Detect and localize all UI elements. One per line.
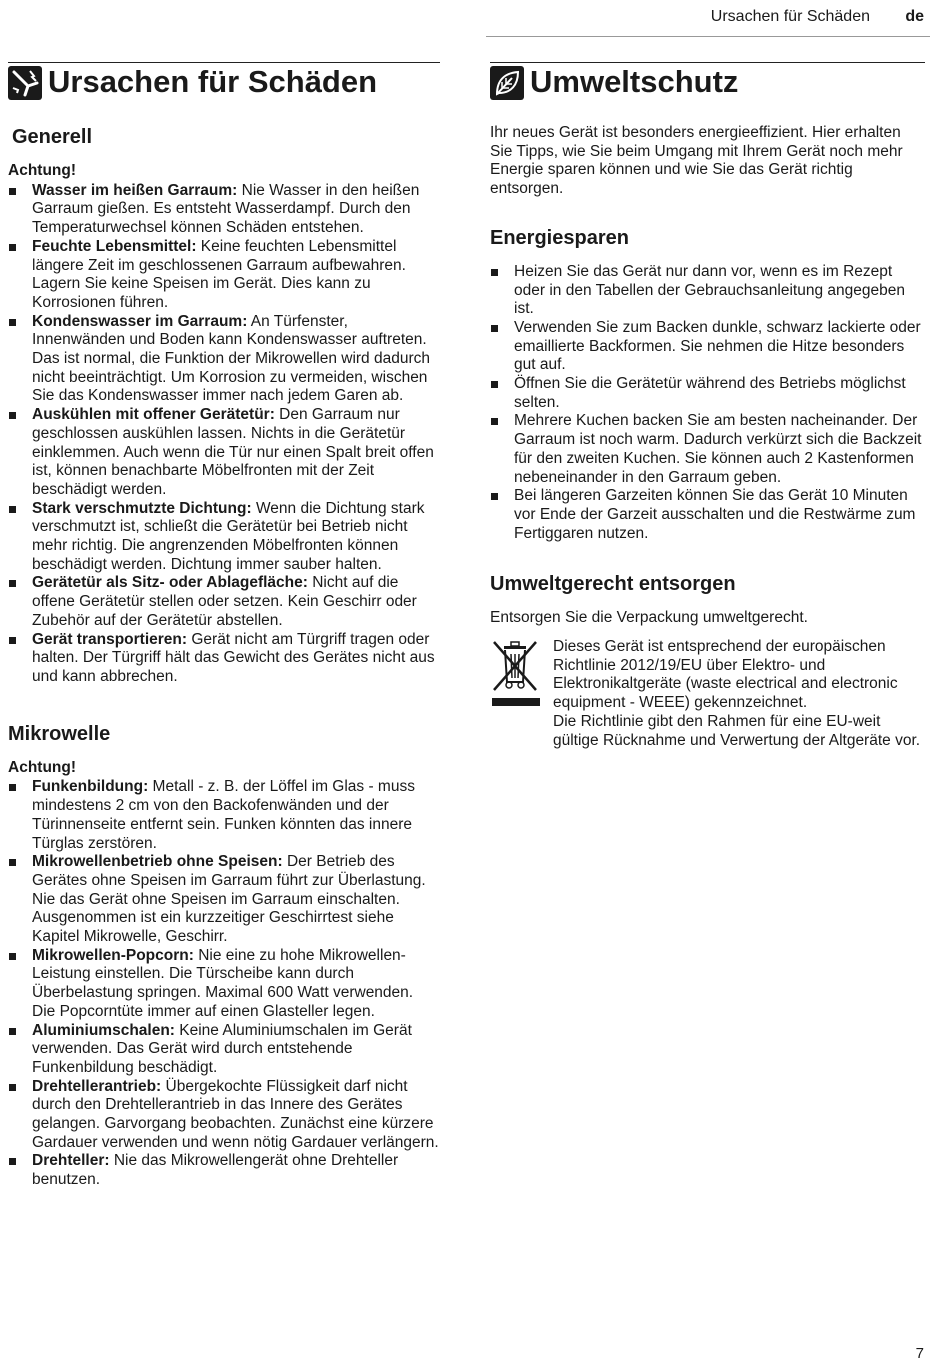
header-language-code: de xyxy=(905,8,924,25)
weee-paragraph-2: Die Richtlinie gibt den Rahmen für eine EU-weit gültige Rücknahme und Verwertung der Altgeräte vor. xyxy=(553,712,921,749)
list-item xyxy=(8,1078,440,1153)
item-lead: Gerät transportieren: xyxy=(32,630,188,648)
list-item xyxy=(490,375,925,412)
item-text: Öffnen Sie die Gerätetür während des Betriebs möglichst selten. xyxy=(514,375,906,411)
item-text: Mehrere Kuchen backen Sie am besten nacheinander. Der Garraum ist noch warm. Dadurch verkürzt sich die Backzeit für den zweiten Kuchen. Sie können auch 2 Kastenformen nebeneinander in den Garraum geben. xyxy=(514,412,922,486)
item-text: Übergekochte Flüssigkeit darf nicht durch den Drehtellerantrieb in das Innere des Gerätes gelangen. Garvorgang beobachten. Zunächst eine kürzere Gardauer verwenden und wenn nötig Gardauer verlängern. xyxy=(32,1077,439,1151)
item-lead: Funkenbildung: xyxy=(32,778,149,796)
item-text: Wenn die Dichtung stark verschmutzt ist, schließt die Gerätetür bei Betrieb nicht mehr richtig. Die angrenzenden Möbelfronten können beschädigt werden. Dichtung immer sauber halten. xyxy=(32,499,425,573)
subheading-entsorgen: Umweltgerecht entsorgen xyxy=(490,573,736,596)
list-item xyxy=(8,631,440,687)
environment-intro: Ihr neues Gerät ist besonders energieeffizient. Hier erhalten Sie Tipps, wie Sie beim Umgang mit Ihrem Gerät noch mehr Energie sparen können und wie Sie das Gerät richtig entsorgen. xyxy=(490,124,903,198)
right-column xyxy=(490,62,925,750)
item-text: Bei längeren Garzeiten können Sie das Gerät 10 Minuten vor Ende der Garzeit ausschalten und die Restwärme zum Fertiggaren nutzen. xyxy=(514,487,916,542)
subheading-energiesparen: Energiesparen xyxy=(490,226,629,249)
list-item xyxy=(490,319,925,375)
header-chapter-title: Ursachen für Schäden xyxy=(710,8,870,25)
section-title-environment: Umweltschutz xyxy=(530,64,739,99)
list-item xyxy=(8,853,440,947)
list-item xyxy=(490,412,925,487)
damage-warning-icon xyxy=(8,66,42,100)
list-item xyxy=(8,238,440,313)
item-lead: Auskühlen mit offener Gerätetür: xyxy=(32,406,275,424)
list-item xyxy=(8,406,440,500)
item-lead: Drehtellerantrieb: xyxy=(32,1077,162,1095)
item-text: Nicht auf die offene Gerätetür stellen oder setzen. Kein Geschirr oder Zubehör auf der Gerätetür abstellen. xyxy=(32,574,417,629)
item-lead: Kondenswasser im Garraum: xyxy=(32,312,248,330)
weee-text xyxy=(553,638,925,750)
subheading-generell: Generell xyxy=(12,126,93,148)
left-column xyxy=(8,62,440,1190)
list-item xyxy=(8,574,440,630)
item-text: Gerät nicht am Türgriff tragen oder halten. Der Türgriff hält das Gewicht des Gerätes nicht aus und kann abbrechen. xyxy=(32,630,435,685)
item-text: Heizen Sie das Gerät nur dann vor, wenn es im Rezept oder in den Tabellen der Gebrauchsanleitung angegeben ist. xyxy=(514,262,905,318)
warning-label-generell: Achtung! xyxy=(8,162,77,179)
item-lead: Mikrowellen-Popcorn: xyxy=(32,946,194,964)
item-lead: Drehteller: xyxy=(32,1152,110,1170)
item-text: Keine Aluminiumschalen im Gerät verwenden. Das Gerät wird durch entstehende Funkenbildung beschädigt. xyxy=(32,1021,412,1076)
list-item xyxy=(490,263,925,319)
item-text: Verwenden Sie zum Backen dunkle, schwarz lackierte oder emaillierte Backformen. Sie nehmen die Hitze besonders gut auf. xyxy=(514,318,921,374)
list-item xyxy=(8,500,440,575)
subheading-mikrowelle: Mikrowelle xyxy=(8,722,111,745)
entsorgen-intro: Entsorgen Sie die Verpackung umweltgerecht. xyxy=(490,609,808,627)
section-title-damage: Ursachen für Schäden xyxy=(48,64,378,99)
item-text: Den Garraum nur geschlossen auskühlen lassen. Nichts in die Gerätetür einklemmen. Auch wenn die Tür nur einen Spalt breit offen ist, können benachbarte Möbelfronten mit der Zeit beschädigt werden. xyxy=(32,406,434,498)
crossed-out-bin-icon xyxy=(490,638,542,710)
list-energiesparen xyxy=(490,263,925,544)
section-header-damage xyxy=(8,62,440,106)
list-item xyxy=(8,1152,440,1189)
list-item xyxy=(8,947,440,1022)
item-text: Nie das Mikrowellengerät ohne Drehteller benutzen. xyxy=(32,1152,399,1189)
item-text: Keine feuchten Lebensmittel längere Zeit im geschlossenen Garraum aufbewahren. xyxy=(32,237,406,274)
item-text: Nie Wasser in den heißen Garraum gießen. Es entsteht Wasserdampf. Durch den Temperaturwechsel können Schäden entstehen. xyxy=(32,181,420,237)
item-lead: Wasser im heißen Garraum: xyxy=(32,181,238,199)
weee-block xyxy=(490,638,925,750)
item-lead: Stark verschmutzte Dichtung: xyxy=(32,499,252,517)
list-item xyxy=(8,1022,440,1078)
list-item xyxy=(8,778,440,853)
item-lead: Gerätetür als Sitz- oder Ablagefläche: xyxy=(32,574,308,592)
leaf-icon xyxy=(490,66,524,100)
header-divider xyxy=(486,36,930,37)
item-lead: Mikrowellenbetrieb ohne Speisen: xyxy=(32,853,283,871)
section-header-environment xyxy=(490,62,925,106)
list-item xyxy=(490,487,925,543)
item-text: Nie eine zu hohe Mikrowellen-Leistung einstellen. Die Türscheibe kann durch Überbelastung springen. Maximal 600 Watt verwenden. Die Popcorntüte immer auf einen Glasteller legen. xyxy=(32,946,414,1020)
page-number: 7 xyxy=(915,1345,924,1362)
page-header xyxy=(0,0,950,36)
list-generell xyxy=(8,182,440,687)
warning-label-mikrowelle: Achtung! xyxy=(8,758,77,776)
item-extra-text: Lagern Sie keine Speisen im Gerät. Dies kann zu Korrosionen führen. xyxy=(32,275,371,311)
item-text: An Türfenster, Innenwänden und Boden kann Kondenswasser auftreten. Das ist normal, die Funktion der Mikrowellen wird dadurch nicht beeinträchtigt. Um Korrosion zu vermeiden, wischen Sie das Kondenswasser immer nach jedem Garen ab. xyxy=(32,312,430,405)
item-text: Der Betrieb des Gerätes ohne Speisen im Garraum führt zur Überlastung. Nie das Gerät ohne Speisen im Garraum einschalten. Ausgenommen ist ein kurzzeitiger Geschirrtest siehe Kapitel Mikrowelle, Geschirr. xyxy=(32,853,426,946)
item-lead: Aluminiumschalen: xyxy=(32,1021,175,1039)
item-text: Metall - z. B. der Löffel im Glas - muss mindestens 2 cm von den Backofenwänden und der Türinnenseite entfernt sein. Funken könnten das innere Türglas zerstören. xyxy=(32,778,415,852)
list-item xyxy=(8,313,440,407)
list-mikrowelle xyxy=(8,778,440,1189)
item-lead: Feuchte Lebensmittel: xyxy=(32,237,197,255)
list-item xyxy=(8,182,440,238)
weee-paragraph-1: Dieses Gerät ist entsprechend der europäischen Richtlinie 2012/19/EU über Elektro- und Elektronikaltgeräte (waste electrical and electronic equipment - WEEE) gekennzeichnet. xyxy=(553,638,898,712)
